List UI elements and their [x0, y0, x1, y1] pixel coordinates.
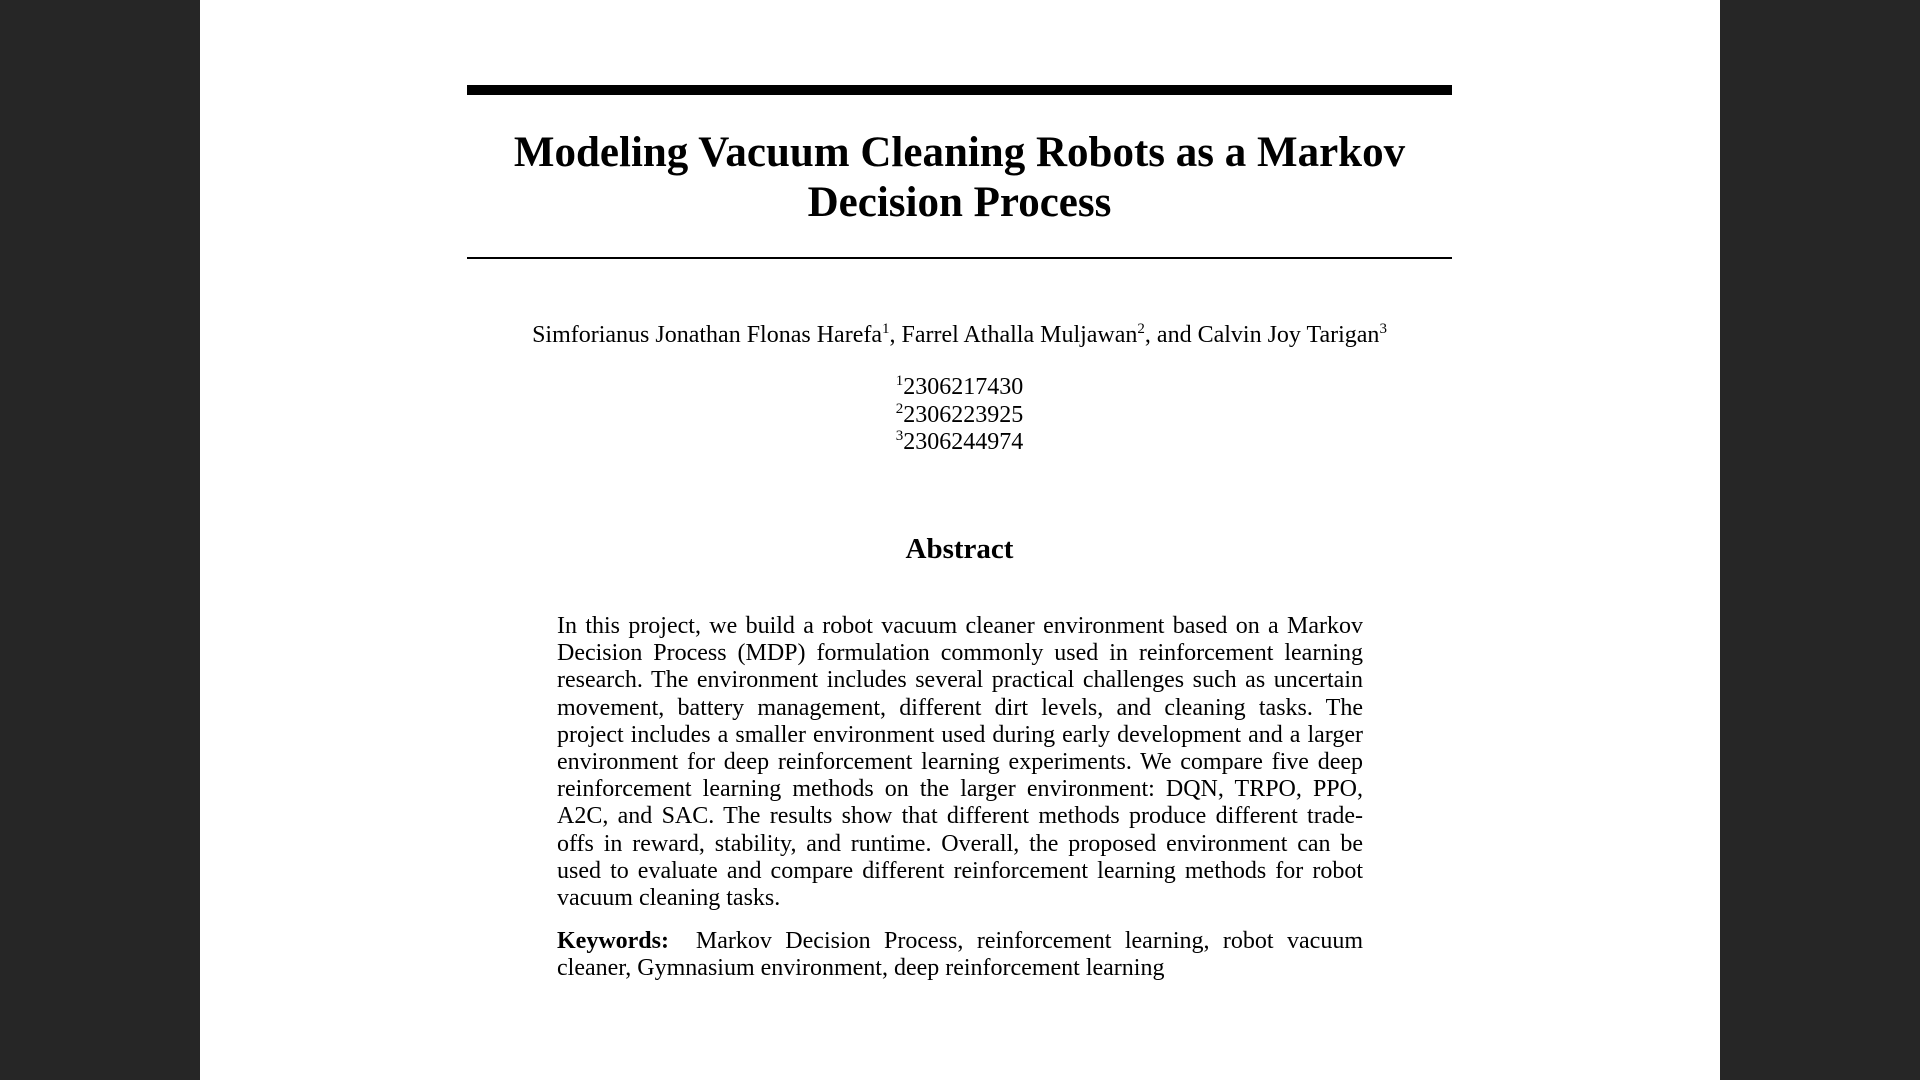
- affiliation-id: 2306244974: [903, 429, 1024, 455]
- document-page: [200, 0, 1720, 1080]
- affiliation-item: [467, 429, 1452, 457]
- affiliation-item: [467, 402, 1452, 430]
- author-separator: ,: [889, 322, 902, 348]
- author-separator: , and: [1144, 322, 1198, 348]
- author-mark: 2: [1137, 321, 1145, 337]
- keywords-paragraph: [557, 928, 1363, 982]
- affiliation-list: [467, 374, 1452, 457]
- affiliation-mark: 1: [895, 373, 904, 389]
- title-top-rule: [467, 85, 1452, 95]
- affiliation-id: 2306223925: [903, 401, 1024, 428]
- author-mark: 3: [1379, 321, 1387, 337]
- affiliation-mark: 2: [895, 400, 904, 417]
- affiliation-id: 2306217430: [903, 374, 1024, 400]
- author-list: [467, 320, 1452, 350]
- author-mark: 1: [881, 321, 890, 337]
- author-name: Simforianus Jonathan Flonas Harefa: [532, 322, 882, 348]
- title-bottom-rule: [467, 257, 1452, 259]
- affiliation-item: [467, 374, 1452, 402]
- author-name: Calvin Joy Tarigan: [1197, 322, 1380, 348]
- abstract-text: In this project, we build a robot vacuum cleaner environment based on a Markov Decision Process (MDP) formulation commonly used in reinforcement learning research. The environment includes several practical challenges such as uncertain movement, battery management, different dirt levels, and cleaning tasks. The project includes a smaller environment used during early development and a larger environment for deep reinforcement learning experiments. We compare five deep reinforcement learning methods on the larger environment: DQN, TRPO, PPO, A2C, and SAC. The results show that different methods produce different trade-offs in reward, stability, and runtime. Overall, the proposed environment can be used to evaluate and compare different reinforcement learning methods for robot vacuum cleaning tasks.: [557, 613, 1363, 912]
- author-name: Farrel Athalla Muljawan: [901, 322, 1138, 348]
- paper-title: Modeling Vacuum Cleaning Robots as a Markov Decision Process: [513, 129, 1406, 226]
- keywords-text: Markov Decision Process, reinforcement learning, robot vacuum cleaner, Gymnasium environment, deep reinforcement learning: [557, 928, 1363, 982]
- abstract-heading: Abstract: [905, 533, 1014, 565]
- affiliation-mark: 3: [895, 428, 904, 444]
- keywords-label: Keywords:: [557, 928, 669, 954]
